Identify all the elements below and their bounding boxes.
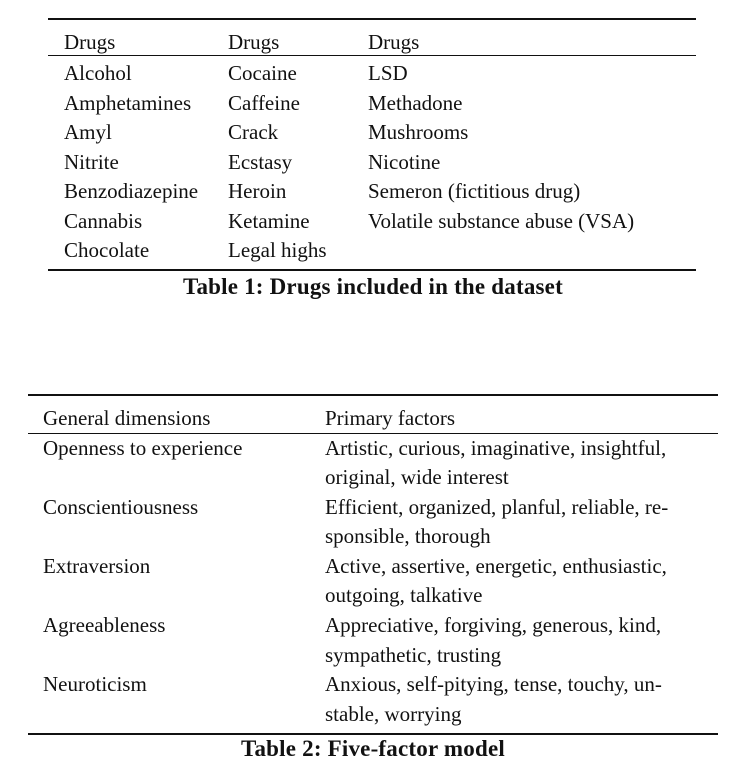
- table-cell: [28, 581, 325, 611]
- table-cell: Benzodiazepine: [64, 179, 199, 203]
- column-header: Drugs: [48, 19, 228, 56]
- column-header: Drugs: [228, 19, 368, 56]
- table-row: [48, 56, 696, 89]
- table-row: [28, 641, 718, 671]
- table-header-row: [48, 19, 696, 56]
- table-row: [28, 611, 718, 641]
- table-row: [48, 177, 696, 207]
- five-factor-table: [28, 394, 718, 735]
- table-cell: LSD: [368, 61, 408, 85]
- table-row: [48, 236, 696, 270]
- table-cell: sponsible, thorough: [325, 524, 491, 549]
- table-row: [28, 493, 718, 523]
- table-header-row: [28, 395, 718, 433]
- table-cell: Efficient, organized, planful, reliable, re-: [325, 494, 669, 519]
- table-row: [48, 89, 696, 119]
- table-row: [28, 522, 718, 552]
- table-cell: Active, assertive, energetic, enthusiastic,: [325, 553, 667, 578]
- table-row: [28, 552, 718, 582]
- table-cell: Mushrooms: [368, 120, 469, 144]
- table-cell: Artistic, curious, imaginative, insightful,: [325, 435, 667, 460]
- table-cell: Ecstasy: [228, 149, 293, 174]
- table-row: [48, 118, 696, 148]
- table-cell: Methadone: [368, 90, 463, 115]
- table-row: [48, 207, 696, 237]
- table-cell: [368, 236, 696, 270]
- table-cell: sympathetic, trusting: [325, 642, 502, 667]
- table-cell: Nicotine: [368, 149, 441, 174]
- table-cell: Appreciative, forgiving, generous, kind,: [325, 613, 662, 638]
- table-cell: [28, 641, 325, 671]
- table-cell: Heroin: [228, 179, 287, 203]
- table-cell: Anxious, self-pitying, tense, touchy, un-: [325, 672, 662, 697]
- table-row: [48, 148, 696, 178]
- table-cell: Agreeableness: [43, 613, 166, 638]
- table-row: [28, 433, 718, 463]
- table-cell: Conscientiousness: [43, 494, 199, 519]
- table-cell: Amyl: [64, 120, 112, 144]
- table-cell: Ketamine: [228, 208, 310, 233]
- table-cell: Caffeine: [228, 90, 300, 115]
- table-cell: Extraversion: [43, 553, 151, 578]
- drugs-table: [48, 18, 696, 271]
- table-cell: original, wide interest: [325, 465, 509, 490]
- column-header: Drugs: [368, 19, 696, 56]
- table-cell: Chocolate: [64, 238, 150, 262]
- table-cell: Openness to experience: [43, 435, 243, 460]
- table-row: [28, 670, 718, 700]
- table-caption: Table 2: Five-factor model: [241, 736, 505, 761]
- table-cell: Semeron (fictitious drug): [368, 179, 581, 203]
- table-cell: Legal highs: [228, 238, 327, 262]
- table-cell: [28, 463, 325, 493]
- table-cell: Nitrite: [64, 149, 119, 174]
- table-row: [28, 700, 718, 735]
- column-header: Primary factors: [325, 395, 718, 433]
- table-cell: Alcohol: [64, 61, 132, 85]
- table-caption: Table 1: Drugs included in the dataset: [183, 274, 563, 299]
- table-row: [28, 581, 718, 611]
- table-cell: stable, worrying: [325, 701, 462, 726]
- table-row: [28, 463, 718, 493]
- table-cell: Volatile substance abuse (VSA): [368, 208, 635, 233]
- table-cell: Cannabis: [64, 208, 143, 233]
- column-header: General dimensions: [28, 395, 325, 433]
- table-cell: Amphetamines: [64, 90, 192, 115]
- table-cell: Neuroticism: [43, 672, 147, 697]
- table-cell: Cocaine: [228, 61, 297, 85]
- table-cell: [28, 522, 325, 552]
- table-cell: outgoing, talkative: [325, 583, 483, 608]
- table-cell: [28, 700, 325, 735]
- table-cell: Crack: [228, 120, 279, 144]
